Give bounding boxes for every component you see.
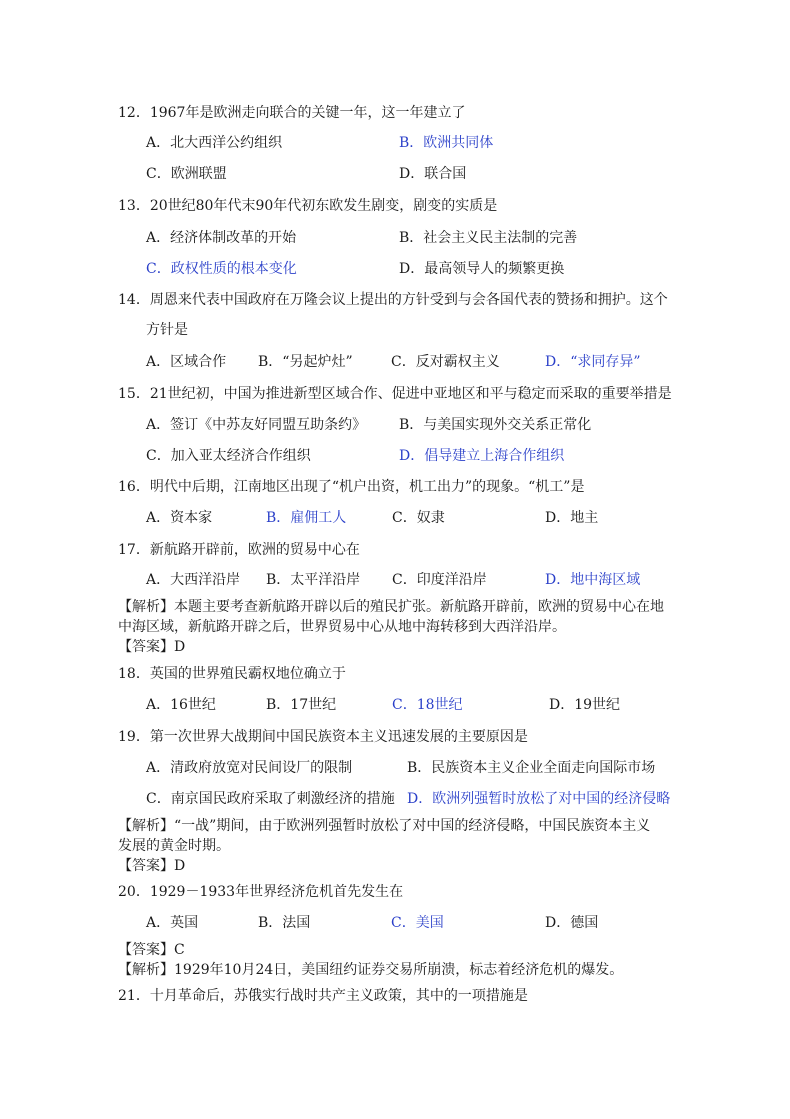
question-19-option-d: D．欧洲列强暂时放松了对中国的经济侵略 — [407, 791, 671, 807]
question-17-answer: 【答案】D — [118, 639, 186, 655]
question-20-analysis: 【解析】1929年10月24日，美国纽约证券交易所崩溃，标志着经济危机的爆发。 — [118, 962, 624, 978]
question-17-option-b: B．太平洋沿岸 — [266, 572, 361, 588]
question-19-option-a: A．清政府放宽对民间设厂的限制 — [146, 760, 353, 776]
question-14-option-b: B．“另起炉灶” — [258, 354, 353, 370]
question-20-stem: 20．1929－1933年世界经济危机首先发生在 — [118, 884, 404, 900]
question-15-option-c: C．加入亚太经济合作组织 — [146, 448, 311, 464]
question-20-answer: 【答案】C — [118, 942, 185, 958]
question-19-answer: 【答案】D — [118, 858, 186, 874]
question-18-option-b: B．17世纪 — [266, 697, 337, 713]
question-14-stem: 14．周恩来代表中国政府在万隆会议上提出的方针受到与会各国代表的赞扬和拥护。这个 — [118, 292, 668, 308]
question-17-option-a: A．大西洋沿岸 — [146, 572, 241, 588]
question-16-option-b: B．雇佣工人 — [266, 510, 347, 526]
question-15-option-b: B．与美国实现外交关系正常化 — [399, 417, 592, 433]
question-14-stem-continued: 方针是 — [146, 322, 188, 338]
question-12-option-d: D．联合国 — [399, 166, 467, 182]
question-21-stem: 21．十月革命后，苏俄实行战时共产主义政策，其中的一项措施是 — [118, 988, 528, 1004]
question-18-option-d: D．19世纪 — [549, 697, 621, 713]
question-18-option-a: A．16世纪 — [146, 697, 216, 713]
question-19-stem: 19．第一次世界大战期间中国民族资本主义迅速发展的主要原因是 — [118, 729, 528, 745]
question-15-option-a: A．签订《中苏友好同盟互助条约》 — [146, 417, 367, 433]
question-14-option-a: A．区域合作 — [146, 354, 227, 370]
question-12-stem: 12．1967年是欧洲走向联合的关键一年，这一年建立了 — [118, 105, 466, 121]
question-13-stem: 13．20世纪80年代末90年代初东欧发生剧变，剧变的实质是 — [118, 198, 498, 214]
question-13-option-b: B．社会主义民主法制的完善 — [399, 230, 578, 246]
question-19-option-c: C．南京国民政府采取了刺激经济的措施 — [146, 791, 395, 807]
question-15-stem: 15．21世纪初，中国为推进新型区域合作、促进中亚地区和平与稳定而采取的重要举措是 — [118, 386, 672, 402]
question-20-option-b: B．法国 — [258, 915, 311, 931]
question-16-option-c: C．奴隶 — [392, 510, 445, 526]
question-13-option-d: D．最高领导人的频繁更换 — [399, 261, 565, 277]
question-12-option-b: B．欧洲共同体 — [399, 135, 494, 151]
question-13-option-a: A．经济体制改革的开始 — [146, 230, 297, 246]
question-18-stem: 18．英国的世界殖民霸权地位确立于 — [118, 666, 346, 682]
question-17-analysis-continued: 中海区域，新航路开辟之后，世界贸易中心从地中海转移到大西洋沿岸。 — [118, 619, 566, 635]
question-17-analysis: 【解析】本题主要考查新航路开辟以后的殖民扩张。新航路开辟前，欧洲的贸易中心在地 — [118, 599, 664, 615]
question-19-analysis: 【解析】“一战”期间，由于欧洲列强暂时放松了对中国的经济侵略，中国民族资本主义 — [118, 818, 651, 834]
question-18-option-c: C．18世纪 — [392, 697, 463, 713]
question-16-option-d: D．地主 — [545, 510, 599, 526]
question-16-stem: 16．明代中后期，江南地区出现了“机户出资，机工出力”的现象。“机工”是 — [118, 479, 585, 495]
question-17-stem: 17．新航路开辟前，欧洲的贸易中心在 — [118, 542, 360, 558]
question-20-option-d: D．德国 — [545, 915, 599, 931]
question-12-option-c: C．欧洲联盟 — [146, 166, 227, 182]
question-19-option-b: B．民族资本主义企业全面走向国际市场 — [407, 760, 656, 776]
question-20-option-a: A．英国 — [146, 915, 199, 931]
question-14-option-c: C．反对霸权主义 — [391, 354, 500, 370]
question-17-option-c: C．印度洋沿岸 — [392, 572, 487, 588]
question-17-option-d: D．地中海区域 — [545, 572, 641, 588]
question-14-option-d: D．“求同存异” — [545, 354, 641, 370]
question-20-option-c: C．美国 — [391, 915, 444, 931]
question-19-analysis-continued: 发展的黄金时期。 — [118, 838, 230, 854]
question-12-option-a: A．北大西洋公约组织 — [146, 135, 283, 151]
question-16-option-a: A．资本家 — [146, 510, 213, 526]
question-13-option-c: C．政权性质的根本变化 — [146, 261, 297, 277]
question-15-option-d: D．倡导建立上海合作组织 — [399, 448, 565, 464]
